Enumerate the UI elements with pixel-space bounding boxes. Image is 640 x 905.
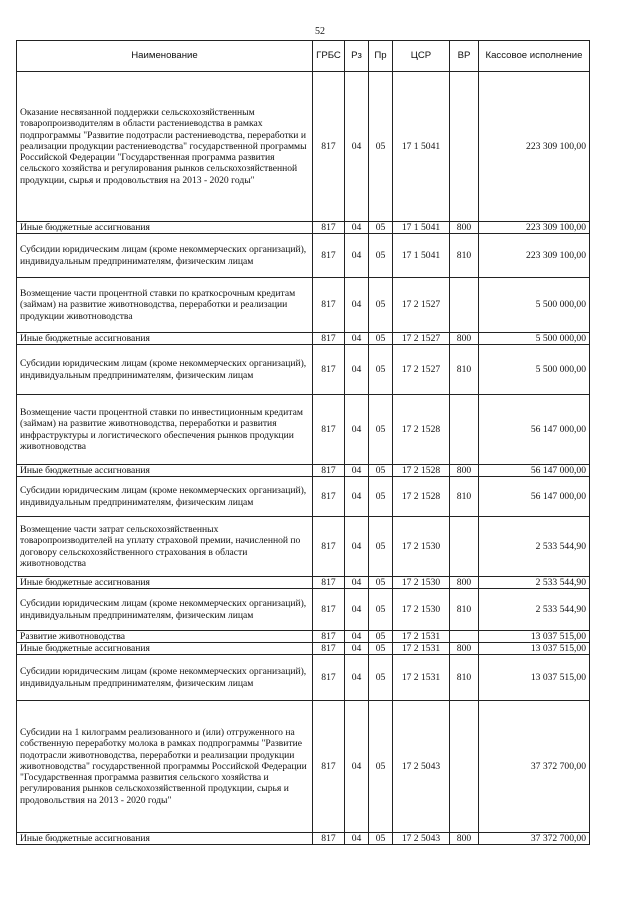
cell-grbs: 817 [313, 465, 345, 477]
cell-name: Иные бюджетные ассигнования [17, 333, 313, 345]
cell-grbs: 817 [313, 577, 345, 589]
table-row [17, 345, 590, 395]
cell-csr: 17 2 1531 [393, 643, 450, 655]
cell-pr: 05 [369, 643, 393, 655]
cell-grbs: 817 [313, 589, 345, 631]
table-header-row [17, 41, 590, 72]
cell-name: Субсидии юридическим лицам (кроме некоммерческих организаций), индивидуальным предпринимателям, физическим лицам [17, 589, 313, 631]
cell-csr: 17 2 1527 [393, 333, 450, 345]
table-row [17, 577, 590, 589]
cell-name: Оказание несвязанной поддержки сельскохозяйственным товаропроизводителям в области растениеводства в рамках подпрограммы "Развитие подотрасли растениеводства, переработки и реализации продукции растениеводства" государственной программы Российской Федерации "Государственная программа развития сельского хозяйства и регулирования рынков сельскохозяйственной продукции, сырья и продовольствия на 2013 - 2020 годы" [17, 72, 313, 222]
col-header-grbs: ГРБС [313, 41, 345, 72]
cell-amount: 5 500 000,00 [479, 333, 590, 345]
cell-name: Иные бюджетные ассигнования [17, 833, 313, 845]
cell-vr: 810 [450, 589, 479, 631]
cell-grbs: 817 [313, 477, 345, 517]
table-row [17, 701, 590, 833]
cell-name: Иные бюджетные ассигнования [17, 643, 313, 655]
cell-amount: 2 533 544,90 [479, 517, 590, 577]
cell-csr: 17 2 1528 [393, 477, 450, 517]
cell-grbs: 817 [313, 643, 345, 655]
cell-grbs: 817 [313, 234, 345, 278]
cell-amount: 5 500 000,00 [479, 278, 590, 333]
cell-rz: 04 [345, 655, 369, 701]
cell-csr: 17 2 1527 [393, 278, 450, 333]
cell-csr: 17 1 5041 [393, 72, 450, 222]
cell-rz: 04 [345, 589, 369, 631]
cell-name: Субсидии юридическим лицам (кроме некоммерческих организаций), индивидуальным предпринимателям, физическим лицам [17, 477, 313, 517]
cell-amount: 56 147 000,00 [479, 395, 590, 465]
col-header-name: Наименование [17, 41, 313, 72]
cell-rz: 04 [345, 577, 369, 589]
cell-name: Возмещение части процентной ставки по инвестиционным кредитам (займам) на развитие животноводства, переработки и развития инфраструктуры и логистического обеспечения рынков продукции животноводства [17, 395, 313, 465]
cell-pr: 05 [369, 517, 393, 577]
cell-rz: 04 [345, 278, 369, 333]
cell-vr [450, 701, 479, 833]
cell-csr: 17 1 5041 [393, 222, 450, 234]
cell-vr [450, 395, 479, 465]
cell-amount: 13 037 515,00 [479, 631, 590, 643]
cell-csr: 17 2 1531 [393, 655, 450, 701]
cell-csr: 17 2 1530 [393, 589, 450, 631]
cell-vr: 800 [450, 222, 479, 234]
cell-pr: 05 [369, 333, 393, 345]
cell-rz: 04 [345, 631, 369, 643]
cell-grbs: 817 [313, 333, 345, 345]
table-row [17, 333, 590, 345]
table-row [17, 655, 590, 701]
cell-pr: 05 [369, 577, 393, 589]
table-row [17, 833, 590, 845]
cell-amount: 5 500 000,00 [479, 345, 590, 395]
cell-name: Иные бюджетные ассигнования [17, 465, 313, 477]
cell-csr: 17 2 1530 [393, 517, 450, 577]
cell-csr: 17 2 1530 [393, 577, 450, 589]
table-row [17, 643, 590, 655]
cell-grbs: 817 [313, 222, 345, 234]
budget-table [16, 40, 590, 845]
cell-amount: 56 147 000,00 [479, 477, 590, 517]
cell-pr: 05 [369, 72, 393, 222]
cell-grbs: 817 [313, 631, 345, 643]
cell-amount: 13 037 515,00 [479, 655, 590, 701]
cell-vr: 800 [450, 643, 479, 655]
cell-pr: 05 [369, 345, 393, 395]
cell-amount: 56 147 000,00 [479, 465, 590, 477]
cell-grbs: 817 [313, 833, 345, 845]
cell-grbs: 817 [313, 701, 345, 833]
col-header-vr: ВР [450, 41, 479, 72]
cell-name: Субсидии на 1 килограмм реализованного и (или) отгруженного на собственную переработку молока в рамках подпрограммы "Развитие подотрасли животноводства, переработки и реализации продукции животноводства" государственной программы Российской Федерации "Государственная программа развития сельского хозяйства и регулирования рынков сельскохозяйственной продукции, сырья и продовольствия на 2013 - 2020 годы" [17, 701, 313, 833]
cell-csr: 17 2 1528 [393, 395, 450, 465]
table-row [17, 234, 590, 278]
cell-vr [450, 278, 479, 333]
cell-vr: 810 [450, 655, 479, 701]
cell-name: Возмещение части затрат сельскохозяйственных товаропроизводителей на уплату страховой премии, начисленной по договору сельскохозяйственного страхования в области животноводства [17, 517, 313, 577]
cell-pr: 05 [369, 631, 393, 643]
cell-vr: 810 [450, 345, 479, 395]
cell-amount: 13 037 515,00 [479, 643, 590, 655]
cell-pr: 05 [369, 395, 393, 465]
cell-grbs: 817 [313, 395, 345, 465]
cell-name: Субсидии юридическим лицам (кроме некоммерческих организаций), индивидуальным предпринимателям, физическим лицам [17, 655, 313, 701]
cell-vr [450, 72, 479, 222]
cell-vr: 800 [450, 577, 479, 589]
cell-rz: 04 [345, 701, 369, 833]
cell-vr [450, 517, 479, 577]
cell-rz: 04 [345, 395, 369, 465]
cell-amount: 223 309 100,00 [479, 72, 590, 222]
cell-amount: 223 309 100,00 [479, 234, 590, 278]
cell-pr: 05 [369, 278, 393, 333]
table-row [17, 278, 590, 333]
cell-grbs: 817 [313, 345, 345, 395]
cell-name: Иные бюджетные ассигнования [17, 222, 313, 234]
cell-vr: 800 [450, 333, 479, 345]
col-header-pr: Пр [369, 41, 393, 72]
cell-amount: 37 372 700,00 [479, 833, 590, 845]
cell-csr: 17 2 1527 [393, 345, 450, 395]
table-row [17, 631, 590, 643]
cell-rz: 04 [345, 833, 369, 845]
cell-rz: 04 [345, 234, 369, 278]
cell-pr: 05 [369, 465, 393, 477]
col-header-rz: Рз [345, 41, 369, 72]
cell-csr: 17 2 5043 [393, 701, 450, 833]
cell-grbs: 817 [313, 517, 345, 577]
cell-vr: 800 [450, 465, 479, 477]
cell-rz: 04 [345, 333, 369, 345]
col-header-csr: ЦСР [393, 41, 450, 72]
cell-amount: 2 533 544,90 [479, 577, 590, 589]
cell-pr: 05 [369, 589, 393, 631]
cell-grbs: 817 [313, 72, 345, 222]
cell-pr: 05 [369, 655, 393, 701]
col-header-amount: Кассовое исполнение [479, 41, 590, 72]
table-row [17, 72, 590, 222]
cell-name: Иные бюджетные ассигнования [17, 577, 313, 589]
table-row [17, 477, 590, 517]
cell-vr: 810 [450, 234, 479, 278]
cell-pr: 05 [369, 222, 393, 234]
cell-grbs: 817 [313, 278, 345, 333]
cell-vr: 800 [450, 833, 479, 845]
cell-csr: 17 2 1528 [393, 465, 450, 477]
cell-vr: 810 [450, 477, 479, 517]
table-row [17, 517, 590, 577]
cell-rz: 04 [345, 222, 369, 234]
cell-amount: 2 533 544,90 [479, 589, 590, 631]
cell-rz: 04 [345, 72, 369, 222]
cell-pr: 05 [369, 833, 393, 845]
cell-name: Развитие животноводства [17, 631, 313, 643]
cell-name: Субсидии юридическим лицам (кроме некоммерческих организаций), индивидуальным предпринимателям, физическим лицам [17, 345, 313, 395]
page-number: 52 [315, 26, 325, 37]
cell-vr [450, 631, 479, 643]
cell-name: Субсидии юридическим лицам (кроме некоммерческих организаций), индивидуальным предпринимателям, физическим лицам [17, 234, 313, 278]
cell-grbs: 817 [313, 655, 345, 701]
table-row [17, 589, 590, 631]
cell-rz: 04 [345, 465, 369, 477]
cell-rz: 04 [345, 517, 369, 577]
table-row [17, 395, 590, 465]
cell-csr: 17 1 5041 [393, 234, 450, 278]
cell-rz: 04 [345, 643, 369, 655]
cell-pr: 05 [369, 234, 393, 278]
cell-csr: 17 2 5043 [393, 833, 450, 845]
cell-pr: 05 [369, 477, 393, 517]
table-row [17, 465, 590, 477]
cell-pr: 05 [369, 701, 393, 833]
cell-amount: 37 372 700,00 [479, 701, 590, 833]
table-row [17, 222, 590, 234]
cell-name: Возмещение части процентной ставки по краткосрочным кредитам (займам) на развитие животноводства, переработки и реализации продукции животноводства [17, 278, 313, 333]
cell-rz: 04 [345, 477, 369, 517]
cell-amount: 223 309 100,00 [479, 222, 590, 234]
cell-rz: 04 [345, 345, 369, 395]
cell-csr: 17 2 1531 [393, 631, 450, 643]
